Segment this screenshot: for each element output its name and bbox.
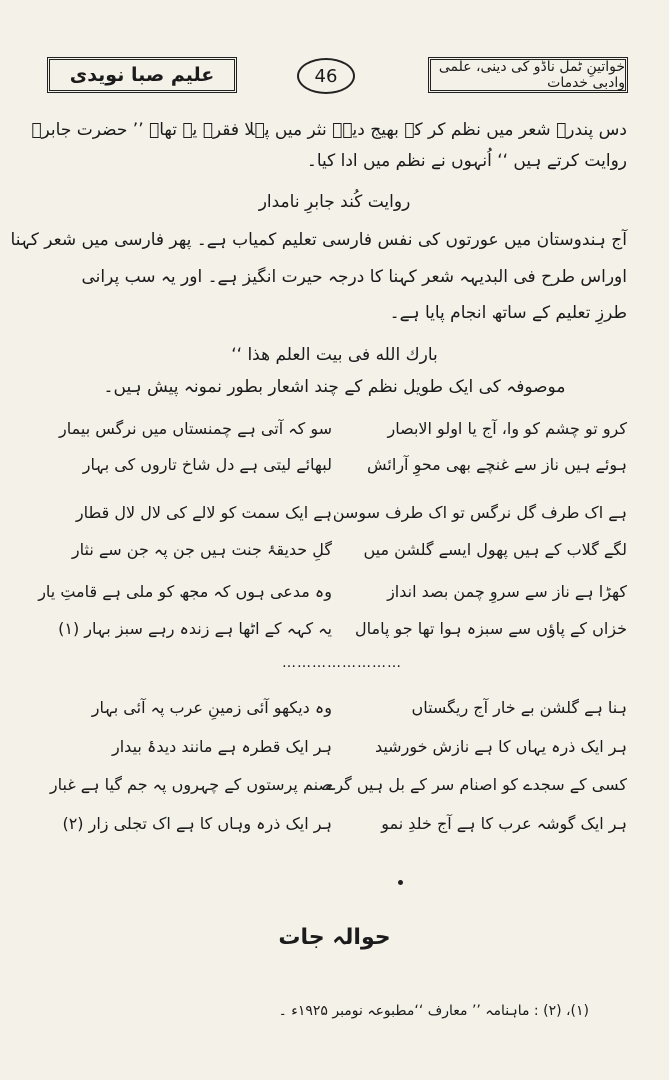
- poem1-verse-left-1: سو کہ آتی ہے چمنستاں میں نرگس بیمار: [59, 419, 332, 438]
- page-number-badge: [297, 58, 355, 94]
- book-title: خواتینِ ٹمل ناڈو کی دینی، علمی وادبی خدمات: [438, 59, 625, 91]
- body-line-1: دس پندرہ شعر میں نظم کر کے بھیج دیے۔ نثر میں پہلا فقرہ یہ تھا۔ ’’ حضرت جابرؓ: [31, 120, 627, 140]
- book-title-box: [428, 57, 628, 93]
- poem2-verse-left-3: صنم پرستوں کے چہروں پہ جم گیا ہے غبار: [49, 775, 332, 794]
- poem2-verse-left-2: ہر ایک قطرہ ہے مانند دیدۂ بیدار: [112, 737, 332, 756]
- page-number: 46: [314, 65, 338, 87]
- poem2-verse-left-4: ہر ایک ذرہ وہاں کا ہے اک تجلی زار (۲): [62, 814, 332, 833]
- poem1-verse-right-6: خزاں کے پاؤں سے سبزہ ہوا تھا جو پامال: [355, 619, 627, 638]
- poem2-verse-left-1: وہ دیکھو آئی زمینِ عرب پہ آئی بہار: [91, 698, 332, 717]
- footnote: (۱)، (۲) : ماہنامہ ’’ معارف ‘‘مطبوعہ نومبر ۱۹۲۵ء ۔: [278, 1003, 589, 1019]
- poem1-verse-left-2: لبھائے لیتی ہے دل شاخ تاروں کی بہار: [82, 455, 332, 474]
- body-line-6: طرزِ تعلیم کے ساتھ انجام پایا ہے۔: [389, 303, 627, 323]
- body-line-5: اوراس طرح فی البدیہہ شعر کہنا کا درجہ حیرت انگیز ہے۔ اور یہ سب پرانی: [81, 267, 627, 287]
- poem1-verse-left-5: وہ مدعی ہوں کہ مجھ کو ملی ہے قامتِ یار: [38, 582, 332, 601]
- poem1-verse-right-3: ہے اک طرف گل نرگس تو اک طرف سوسن: [332, 503, 627, 522]
- poem1-verse-left-3: ہے ایک سمت کو لالے کی لال لال قطار: [75, 503, 332, 522]
- poem1-verse-right-2: ہوئے ہیں ناز سے غنچے بھی محوِ آرائش: [367, 455, 627, 474]
- body-line-4: آج ہندوستان میں عورتوں کی نفس فارسی تعلیم کمیاب ہے۔ پھر فارسی میں شعر کہنا: [10, 230, 627, 250]
- poem2-verse-right-4: ہر ایک گوشہ عرب کا ہے آج خلدِ نمو: [381, 814, 627, 833]
- body-line-8: موصوفہ کی ایک طویل نظم کے چند اشعار بطور نمونہ پیش ہیں۔: [103, 377, 566, 397]
- body-line-7: بارك الله فى بيت العلم هذا ‘‘: [231, 345, 438, 365]
- poem2-verse-right-1: ہنا ہے گلشن بے خار آج ریگستاں: [411, 698, 627, 717]
- body-line-2: روایت کرتے ہیں ‘‘ اُنہوں نے نظم میں ادا کیا۔: [306, 151, 627, 171]
- references-heading: حوالہ جات: [278, 925, 391, 950]
- author-name: علیم صبا نویدی: [69, 64, 215, 86]
- poem2-verse-right-3: کسی کے سجدے کو اصنام سر کے بل ہیں گرے: [325, 775, 627, 794]
- poem1-verse-right-5: کھڑا ہے ناز سے سروِ چمن بصد انداز: [387, 582, 627, 601]
- section-separator: ……………………: [282, 655, 402, 671]
- poem1-verse-right-1: کرو تو چشم کو وا، آج یا اولو الابصار: [387, 419, 627, 438]
- poem1-verse-left-4: گلِ حدیقۂ جنت ہیں جن پہ جن سے نثار: [71, 540, 332, 559]
- bullet-dot: [398, 880, 403, 885]
- poem2-verse-right-2: ہر ایک ذرہ یہاں کا ہے نازش خورشید: [374, 737, 627, 756]
- body-line-3: روایت کُند جابرِ نامدار: [258, 192, 411, 212]
- author-name-box: [47, 57, 237, 93]
- poem1-verse-left-6: یہ کہہ کے اٹھا ہے زندہ رہے سبز بہار (۱): [58, 619, 332, 638]
- poem1-verse-right-4: لگے گلاب کے ہیں پھول ایسے گلشن میں: [363, 540, 627, 559]
